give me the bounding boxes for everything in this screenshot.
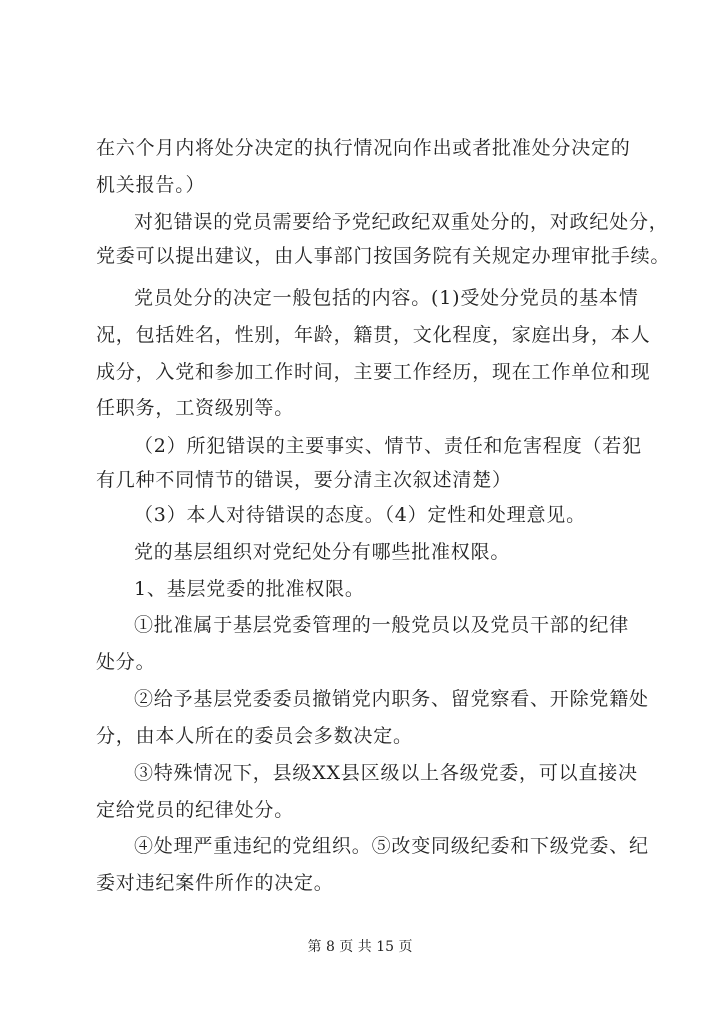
text-line: ④处理严重违纪的党组织。⑤改变同级纪委和下级党委、纪 [134,835,649,857]
text-line: ③特殊情况下，县级XX县区级以上各级党委，可以直接决 [134,762,638,784]
text-line: （3）本人对待错误的态度。（4）定性和处理意见。 [134,504,586,526]
text-line: 况，包括姓名，性别，年龄，籍贯，文化程度，家庭出身，本人 [96,324,651,346]
text-line: 分，由本人所在的委员会多数决定。 [96,725,413,747]
text-line: 任职务，工资级别等。 [96,397,295,419]
text-line: 成分，入党和参加工作时间，主要工作经历，现在工作单位和现 [96,361,651,383]
text-line: 党委可以提出建议，由人事部门按国务院有关规定办理审批手续。 [96,245,671,267]
text-line: ②给予基层党委委员撤销党内职务、留党察看、开除党籍处 [134,688,649,710]
text-line: ①批准属于基层党委管理的一般党员以及党员干部的纪律 [134,614,630,636]
page-number-footer: 第 8 页 共 15 页 [307,939,413,955]
text-line: 委对违纪案件所作的决定。 [96,872,334,894]
text-line: 机关报告。） [96,174,206,196]
text-line: 党员处分的决定一般包括的内容。(1)受处分党员的基本情 [134,287,639,309]
text-line: 1、基层党委的批准权限。 [134,578,365,600]
text-line: 定给党员的纪律处分。 [96,799,295,821]
text-line: 在六个月内将处分决定的执行情况向作出或者批准处分决定的 [96,137,631,159]
text-line: （2）所犯错误的主要事实、情节、责任和危害程度（若犯 [134,435,642,457]
text-line: 党的基层组织对党纪处分有哪些批准权限。 [134,541,511,563]
text-line: 对犯错误的党员需要给予党纪政纪双重处分的，对政纪处分， [134,211,669,233]
text-line: 有几种不同情节的错误，要分清主次叙述清楚） [96,469,512,491]
text-line: 处分。 [96,651,156,673]
